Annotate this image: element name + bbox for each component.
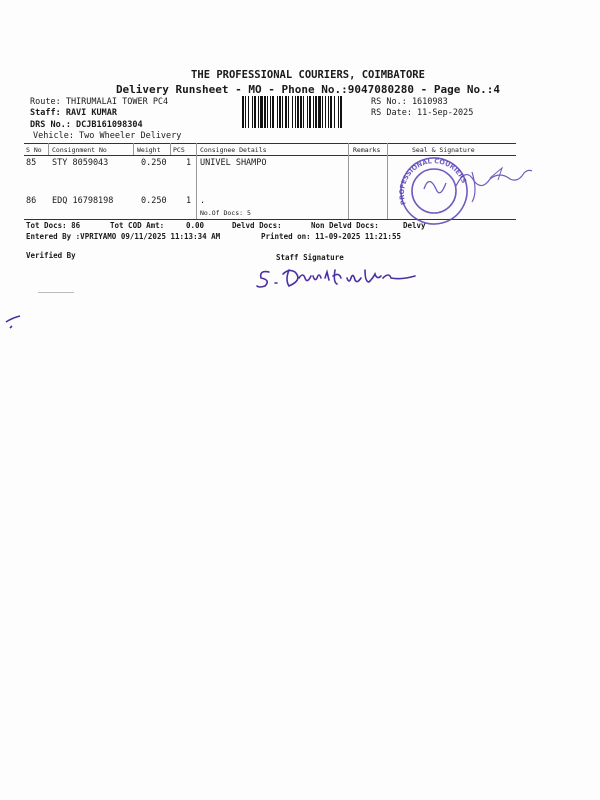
table-row-sno: 85 bbox=[26, 158, 37, 168]
col-header-consignment: Consignment No bbox=[52, 146, 107, 154]
barcode-bar bbox=[248, 96, 249, 128]
barcode-bar bbox=[267, 96, 268, 128]
barcode-bar bbox=[282, 96, 283, 128]
drs-number: DRS No.: DCJB161098304 bbox=[30, 120, 143, 130]
barcode-bar bbox=[242, 96, 244, 128]
ink-mark bbox=[4, 314, 24, 330]
col-header-consignee: Consignee Details bbox=[200, 146, 267, 154]
staff-signature bbox=[255, 264, 425, 290]
barcode-bar bbox=[325, 96, 326, 128]
printed-on: Printed on: 11-09-2025 11:21:55 bbox=[261, 232, 401, 241]
table-top-rule bbox=[24, 143, 516, 144]
col-header-weight: Weight bbox=[137, 146, 161, 154]
barcode-bar bbox=[279, 96, 281, 128]
staff-label: Staff: RAVI KUMAR bbox=[30, 108, 117, 118]
barcode-bar bbox=[245, 96, 246, 128]
barcode-bar bbox=[260, 96, 263, 128]
table-row-docs: No.Of Docs: 5 bbox=[200, 209, 251, 217]
barcode-bar bbox=[292, 96, 293, 128]
col-divider bbox=[170, 143, 171, 155]
barcode-bar bbox=[328, 96, 329, 128]
table-row-consignment: STY 8059043 bbox=[52, 158, 109, 168]
barcode-bar bbox=[313, 96, 314, 128]
barcode-bar bbox=[285, 96, 287, 128]
barcode-bar bbox=[270, 96, 271, 128]
col-divider bbox=[196, 143, 197, 219]
barcode-bar bbox=[297, 96, 299, 128]
col-header-pcs: PCS bbox=[173, 146, 185, 154]
table-row-consignee: . bbox=[200, 196, 206, 206]
barcode-bar bbox=[295, 96, 296, 128]
barcode-bar bbox=[334, 96, 335, 128]
rs-number: RS No.: 1610983 bbox=[371, 97, 448, 107]
col-divider bbox=[348, 143, 349, 219]
runsheet-title: Delivery Runsheet - MO - Phone No.:9047080280 - Page No.:4 bbox=[115, 83, 501, 96]
vehicle-label: Vehicle: Two Wheeler Delivery bbox=[33, 131, 182, 141]
barcode-bar bbox=[340, 96, 342, 128]
barcode-bar bbox=[288, 96, 289, 128]
delvy-label: Delvy bbox=[403, 221, 426, 230]
entered-by: Entered By :VPRIYAMO 09/11/2025 11:13:34 AM bbox=[26, 232, 221, 241]
svg-text:PROFESSIONAL COURIERS: PROFESSIONAL COURIERS bbox=[397, 157, 469, 206]
barcode-bar bbox=[315, 96, 317, 128]
barcode-bar bbox=[330, 96, 332, 128]
rs-date: RS Date: 11-Sep-2025 bbox=[371, 108, 474, 118]
pencil-mark bbox=[38, 292, 74, 293]
table-row-weight: 0.250 bbox=[141, 158, 167, 168]
barcode-bar bbox=[272, 96, 274, 128]
barcode-bar bbox=[307, 96, 308, 128]
staff-signature-label: Staff Signature bbox=[276, 253, 344, 262]
barcode-bar bbox=[300, 96, 302, 128]
delvd-docs: Delvd Docs: bbox=[232, 221, 282, 230]
route-label: Route: THIRUMALAI TOWER PC4 bbox=[30, 97, 169, 107]
col-divider bbox=[48, 143, 49, 155]
verified-by: Verified By bbox=[26, 251, 76, 260]
barcode-bar bbox=[254, 96, 256, 128]
col-header-seal: Seal & Signature bbox=[412, 146, 475, 154]
col-divider bbox=[387, 143, 388, 219]
tot-cod-label: Tot COD Amt: bbox=[110, 221, 165, 230]
tot-docs: Tot Docs: 86 bbox=[26, 221, 81, 230]
company-title: THE PROFESSIONAL COURIERS, COIMBATORE bbox=[191, 69, 425, 81]
barcode-bar bbox=[277, 96, 278, 128]
table-row-pcs: 1 bbox=[186, 196, 192, 206]
table-row-consignee: UNIVEL SHAMPO bbox=[200, 158, 267, 168]
col-divider bbox=[133, 143, 134, 155]
col-header-sno: S No bbox=[26, 146, 42, 154]
barcode-bar bbox=[264, 96, 266, 128]
table-row-sno: 86 bbox=[26, 196, 37, 206]
barcode-bar bbox=[318, 96, 321, 128]
barcode-bar bbox=[309, 96, 311, 128]
barcode-bar bbox=[338, 96, 339, 128]
col-header-remarks: Remarks bbox=[353, 146, 381, 154]
non-delvd-docs: Non Delvd Docs: bbox=[311, 221, 379, 230]
tot-cod-value: 0.00 bbox=[186, 221, 205, 230]
barcode bbox=[242, 96, 369, 128]
barcode-bar bbox=[252, 96, 253, 128]
barcode-bar bbox=[322, 96, 323, 128]
barcode-bar bbox=[258, 96, 259, 128]
table-row-pcs: 1 bbox=[186, 158, 192, 168]
barcode-bar bbox=[303, 96, 304, 128]
table-row-consignment: EDQ 16798198 bbox=[52, 196, 114, 206]
table-row-weight: 0.250 bbox=[141, 196, 167, 206]
